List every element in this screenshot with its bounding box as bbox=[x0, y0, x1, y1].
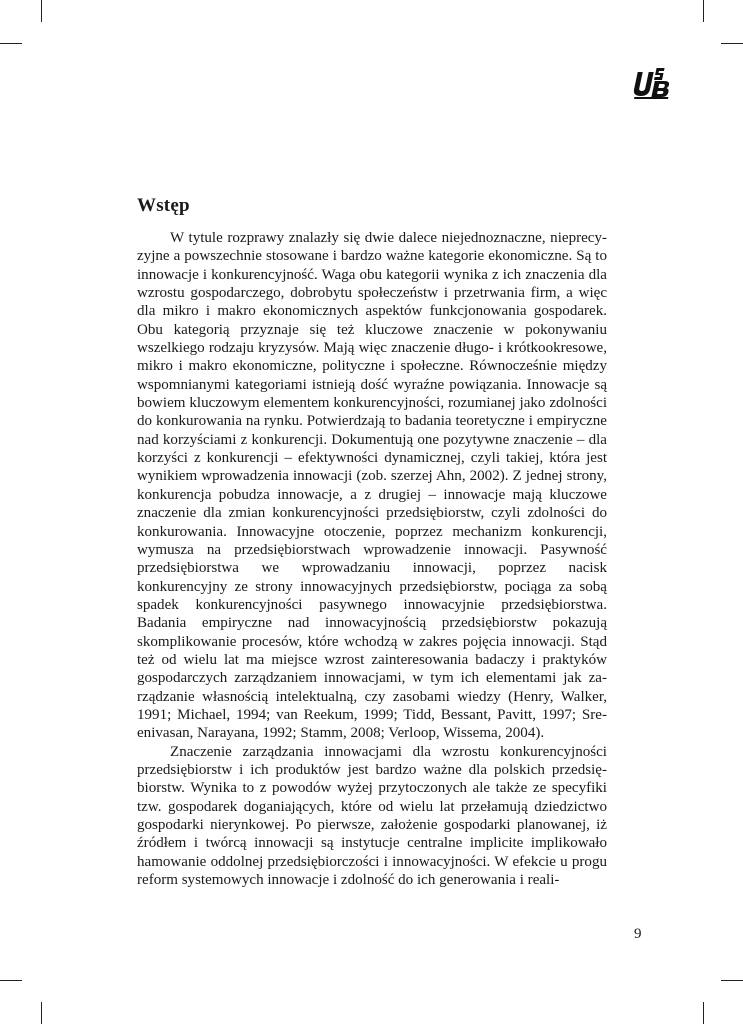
body-text bbox=[137, 229, 607, 889]
paragraph: W tytule rozprawy znalazły się dwie dalece niejednoznaczne, nieprecyzyjne a powszechnie stosowane i bardzo ważne kategorie ekonomiczne. Są to innowacje i konkurencyjność. Waga obu kategorii wynika z ich znaczenia dla wzrostu gospodarczego, dobrobytu społeczeństw i przetrwania firm, a więc dla mikro i makro ekonomicznych aspektów funkcjonowania gospodarek. Obu kategorią przyznaje się też kluczowe znaczenie w pokonywaniu wszelkiego rodzaju kryzysów. Mają więc znaczenie długo- i krótkookresowe, mikro i makro ekonomiczne, polityczne i społeczne. Równocześnie między wspomnianymi kategoriami istnieją dość wyraźne powiązania. Innowacje są bowiem kluczowym elementem konkurencyjności, rozumianej jako zdolności do konkurowania na rynku. Potwierdzają to badania teoretyczne i empiryczne nad korzyściami z konkurencji. Dokumentują one pozytywne znaczenie – dla korzyści z konkurencji – efektywności dynamicznej, czyli takiej, która jest wynikiem wprowadzenia innowacji (zob. szerzej Ahn, 2002). Z jednej strony, konkurencja pobudza innowacje, a z drugiej – innowacje mają kluczowe znaczenie dla zmian konkurencyjności przedsiębiorstw, czyli zdolności do konkurowania. Innowacyjne otoczenie, poprzez mechanizm konkurencji, wymusza na przedsiębiorstwach wprowadzenie innowacji. Pasywność przedsiębiorstwa we wprowadzaniu innowacji, poprzez nacisk konkurencyjny ze strony innowacyjnych przedsiębiorstw, pociąga za sobą spadek konkurencyjności pasywnego innowacyjnie przedsiębiorstwa. Badania empiryczne nad innowacyjnością przedsiębiorstw pokazują skomplikowanie procesów, które wchodzą w zakres pojęcia innowacji. Stąd też od wielu lat ma miejsce wzrost zainteresowania badaczy i praktyków gospodarczych zarządzaniem innowacjami, w tym ich elementami jak zarządzanie własnością intelektualną, czy zasobami wiedzy (Henry, Walker, 1991; Michael, 1994; van Reekum, 1999; Tidd, Bessant, Pavitt, 1997; Sreenivasan, Narayana, 1992; Stamm, 2008; Verloop, Wissema, 2004). bbox=[137, 230, 607, 742]
crop-mark-top-left bbox=[41, 0, 42, 22]
publisher-logo-icon bbox=[633, 66, 677, 100]
crop-mark-bottom-right bbox=[703, 1002, 704, 1024]
section-title: Wstęp bbox=[137, 195, 190, 216]
crop-mark-bottom-left bbox=[41, 1002, 42, 1024]
crop-mark-right-bottom bbox=[721, 980, 743, 981]
crop-mark-left-top bbox=[0, 43, 22, 44]
crop-mark-top-right bbox=[703, 0, 704, 22]
page-number: 9 bbox=[634, 926, 642, 942]
crop-mark-right-top bbox=[721, 43, 743, 44]
crop-mark-left-bottom bbox=[0, 980, 22, 981]
paragraph: Znaczenie zarządzania innowacjami dla wzrostu konkurencyjności przedsiębiorstw i ich produktów jest bardzo ważne dla polskich przedsiębiorstw. Wynika to z powodów wyżej przytoczonych ale także ze specyfiki tzw. gospodarek doganiających, które od wielu lat przełamują dziedzictwo gospodarki nierynkowej. Po pierwsze, założenie gospodarki planowanej, iż źródłem i twórcą innowacji są instytucje centralne implicite implikowało hamowanie oddolnej przedsiębiorczości i innowacyjności. W efekcie u progu reform systemowych innowacje i zdolność do ich generowania i reali- bbox=[137, 743, 607, 889]
